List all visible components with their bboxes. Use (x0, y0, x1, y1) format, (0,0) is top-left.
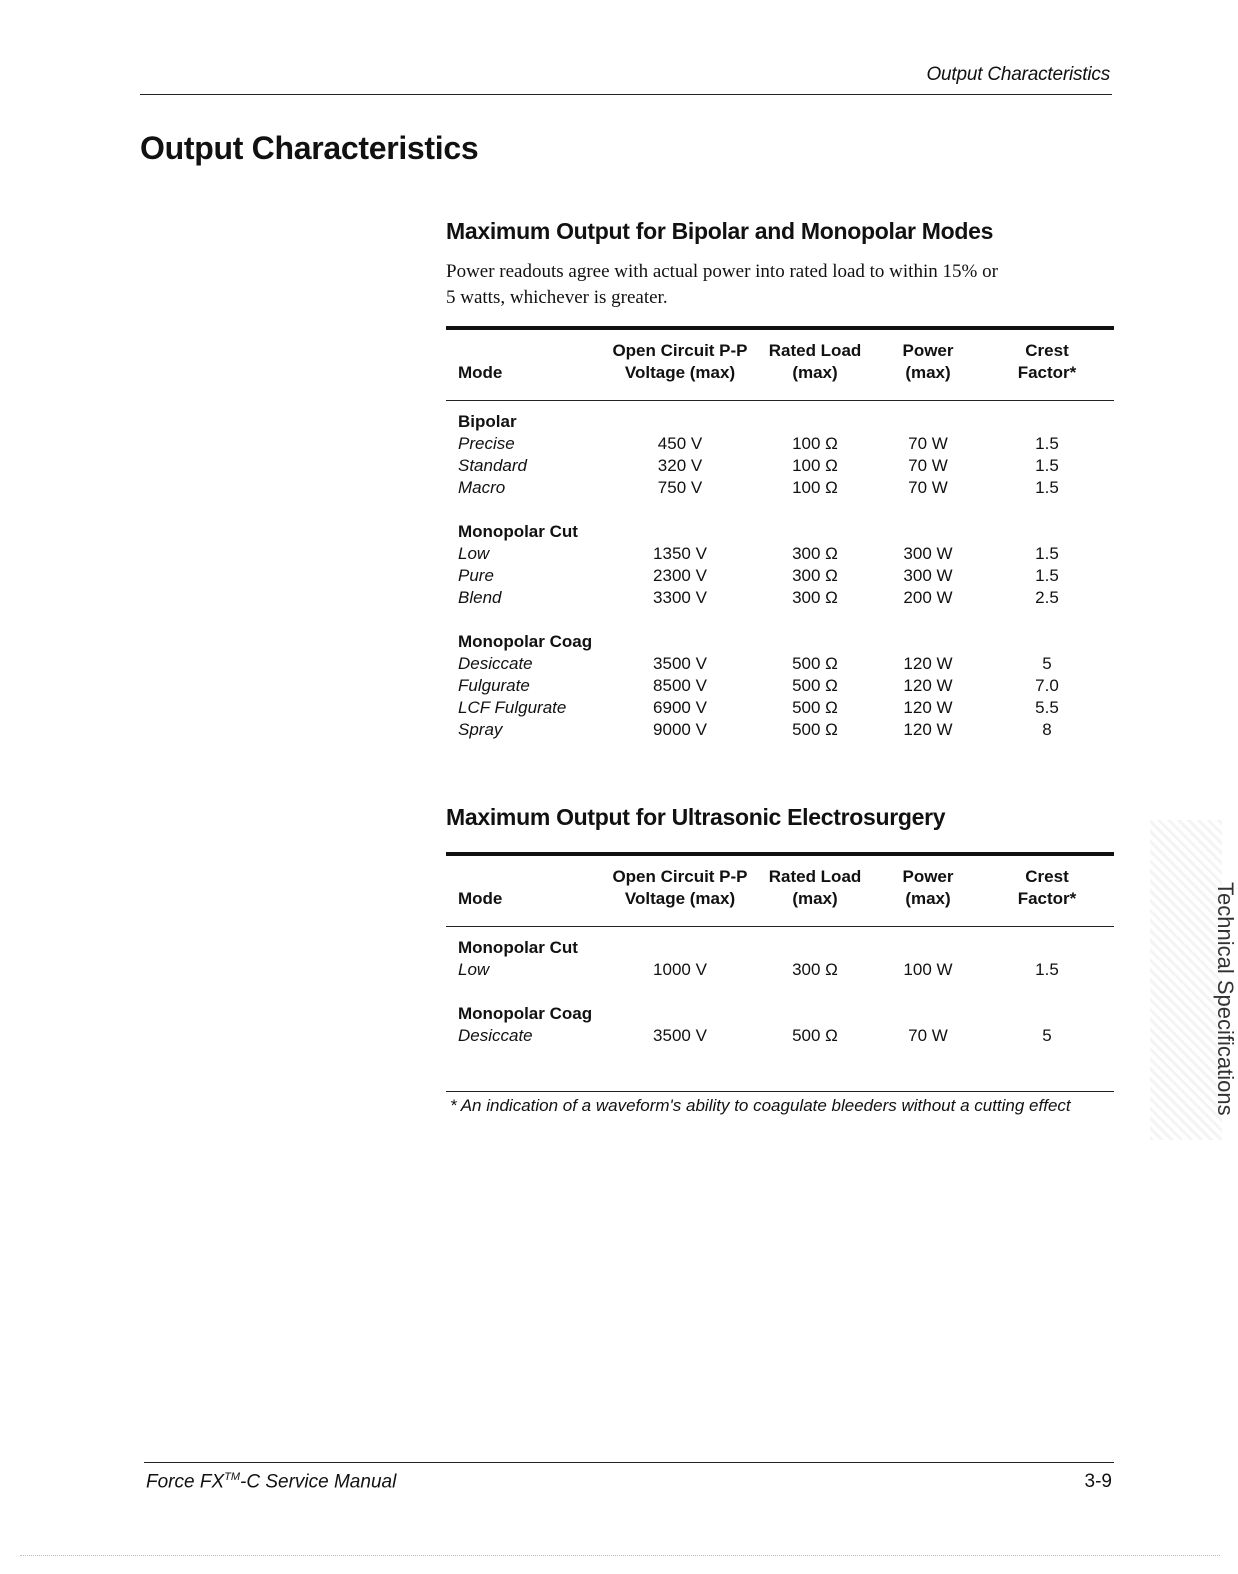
table-header-row (446, 856, 1114, 927)
cell-voltage: 3500 V (653, 654, 707, 673)
cell-crest-factor: 7.0 (1035, 676, 1059, 695)
table-row (446, 433, 1114, 455)
header-power: Power (max) (902, 867, 954, 908)
cell-mode: Spray (458, 720, 503, 739)
table-row (446, 719, 1114, 741)
cell-mode: Desiccate (458, 1026, 533, 1045)
intro-line-2: 5 watts, whichever is greater. (446, 287, 668, 308)
table-row (446, 477, 1114, 499)
table-row (446, 543, 1114, 565)
cell-power: 120 W (903, 720, 953, 739)
table-row (446, 455, 1114, 477)
cell-rated-load: 500 Ω (792, 654, 838, 673)
cell-voltage: 320 V (657, 456, 703, 475)
scan-edge-line (20, 1555, 1220, 1556)
cell-crest-factor: 5 (1042, 654, 1052, 673)
cell-rated-load: 100 Ω (792, 456, 838, 475)
cell-power: 300 W (903, 566, 953, 585)
header-crest-factor: Crest Factor* (1017, 341, 1077, 382)
header-voltage: Open Circuit P-P Voltage (max) (612, 867, 748, 908)
table-body (446, 401, 1114, 763)
cell-rated-load: 500 Ω (792, 698, 838, 717)
cell-crest-factor: 1.5 (1035, 434, 1059, 453)
cell-mode: Pure (458, 566, 494, 585)
table-row (446, 1025, 1114, 1047)
table-row (446, 587, 1114, 609)
table-header-row (446, 330, 1114, 401)
cell-rated-load: 300 Ω (792, 588, 838, 607)
side-tab-label: Technical Specifications (1213, 882, 1238, 1116)
footer-rule (144, 1462, 1114, 1463)
cell-voltage: 1000 V (653, 960, 707, 979)
footnote: * An indication of a waveform's ability to coagulate bleeders without a cutting effect (450, 1096, 1071, 1115)
cell-rated-load: 300 Ω (792, 960, 838, 979)
header-rated-load: Rated Load (max) (768, 867, 862, 908)
table-row (446, 697, 1114, 719)
intro-line-1: Power readouts agree with actual power into rated load to within 15% or (446, 261, 998, 282)
group-label: Bipolar (458, 412, 517, 431)
table-row (446, 959, 1114, 981)
cell-rated-load: 100 Ω (792, 434, 838, 453)
page-number: 3-9 (1084, 1471, 1112, 1492)
running-header: Output Characteristics (926, 64, 1110, 85)
header-power: Power (max) (902, 341, 954, 382)
cell-voltage: 750 V (657, 478, 703, 497)
section-heading-bipolar-monopolar: Maximum Output for Bipolar and Monopolar Modes (446, 218, 994, 244)
group-label: Monopolar Coag (458, 632, 593, 651)
cell-power: 120 W (903, 698, 953, 717)
cell-crest-factor: 8 (1042, 720, 1052, 739)
cell-mode: Low (458, 544, 490, 563)
header-mode: Mode (458, 889, 503, 908)
cell-crest-factor: 5 (1042, 1026, 1052, 1045)
cell-power: 70 W (908, 456, 948, 475)
cell-voltage: 450 V (657, 434, 703, 453)
cell-rated-load: 300 Ω (792, 544, 838, 563)
cell-mode: Fulgurate (458, 676, 530, 695)
cell-power: 300 W (903, 544, 953, 563)
cell-power: 100 W (903, 960, 953, 979)
bipolar-monopolar-table (446, 326, 1114, 763)
intro-paragraph (446, 259, 1116, 311)
cell-voltage: 1350 V (653, 544, 707, 563)
cell-crest-factor: 5.5 (1035, 698, 1059, 717)
cell-mode: Macro (458, 478, 506, 497)
cell-rated-load: 500 Ω (792, 676, 838, 695)
cell-crest-factor: 1.5 (1035, 960, 1059, 979)
table-row (446, 653, 1114, 675)
cell-power: 200 W (903, 588, 953, 607)
group-label: Monopolar Cut (458, 938, 578, 957)
cell-mode: Blend (458, 588, 502, 607)
cell-rated-load: 100 Ω (792, 478, 838, 497)
header-rule (140, 94, 1112, 95)
cell-mode: Precise (458, 434, 515, 453)
cell-crest-factor: 1.5 (1035, 456, 1059, 475)
cell-mode: LCF Fulgurate (458, 698, 567, 717)
cell-voltage: 8500 V (653, 676, 707, 695)
cell-power: 120 W (903, 654, 953, 673)
cell-voltage: 3300 V (653, 588, 707, 607)
table-row (446, 565, 1114, 587)
header-mode: Mode (458, 363, 503, 382)
group-label-row (446, 521, 1114, 543)
cell-voltage: 6900 V (653, 698, 707, 717)
cell-rated-load: 300 Ω (792, 566, 838, 585)
page-title: Output Characteristics (140, 130, 479, 166)
cell-crest-factor: 1.5 (1035, 544, 1059, 563)
header-voltage: Open Circuit P-P Voltage (max) (612, 341, 748, 382)
cell-voltage: 2300 V (653, 566, 707, 585)
cell-crest-factor: 1.5 (1035, 566, 1059, 585)
group-label-row (446, 1003, 1114, 1025)
cell-power: 120 W (903, 676, 953, 695)
cell-rated-load: 500 Ω (792, 720, 838, 739)
footer-manual-title: Force FX™-C Service Manual (146, 1471, 397, 1493)
table-body (446, 927, 1114, 1069)
header-crest-factor: Crest Factor* (1017, 867, 1077, 908)
group-label-row (446, 937, 1114, 959)
ultrasonic-table (446, 852, 1114, 1069)
cell-rated-load: 500 Ω (792, 1026, 838, 1045)
header-rated-load: Rated Load (max) (768, 341, 862, 382)
group-label-row (446, 411, 1114, 433)
cell-power: 70 W (908, 1026, 948, 1045)
footnote-rule (446, 1091, 1114, 1092)
group-label-row (446, 631, 1114, 653)
group-label: Monopolar Cut (458, 522, 578, 541)
cell-crest-factor: 2.5 (1035, 588, 1059, 607)
cell-mode: Standard (458, 456, 527, 475)
section-heading-ultrasonic: Maximum Output for Ultrasonic Electrosurgery (446, 804, 946, 830)
cell-crest-factor: 1.5 (1035, 478, 1059, 497)
cell-power: 70 W (908, 478, 948, 497)
cell-voltage: 9000 V (653, 720, 707, 739)
table-row (446, 675, 1114, 697)
cell-voltage: 3500 V (653, 1026, 707, 1045)
cell-mode: Desiccate (458, 654, 533, 673)
cell-power: 70 W (908, 434, 948, 453)
group-label: Monopolar Coag (458, 1004, 593, 1023)
cell-mode: Low (458, 960, 490, 979)
